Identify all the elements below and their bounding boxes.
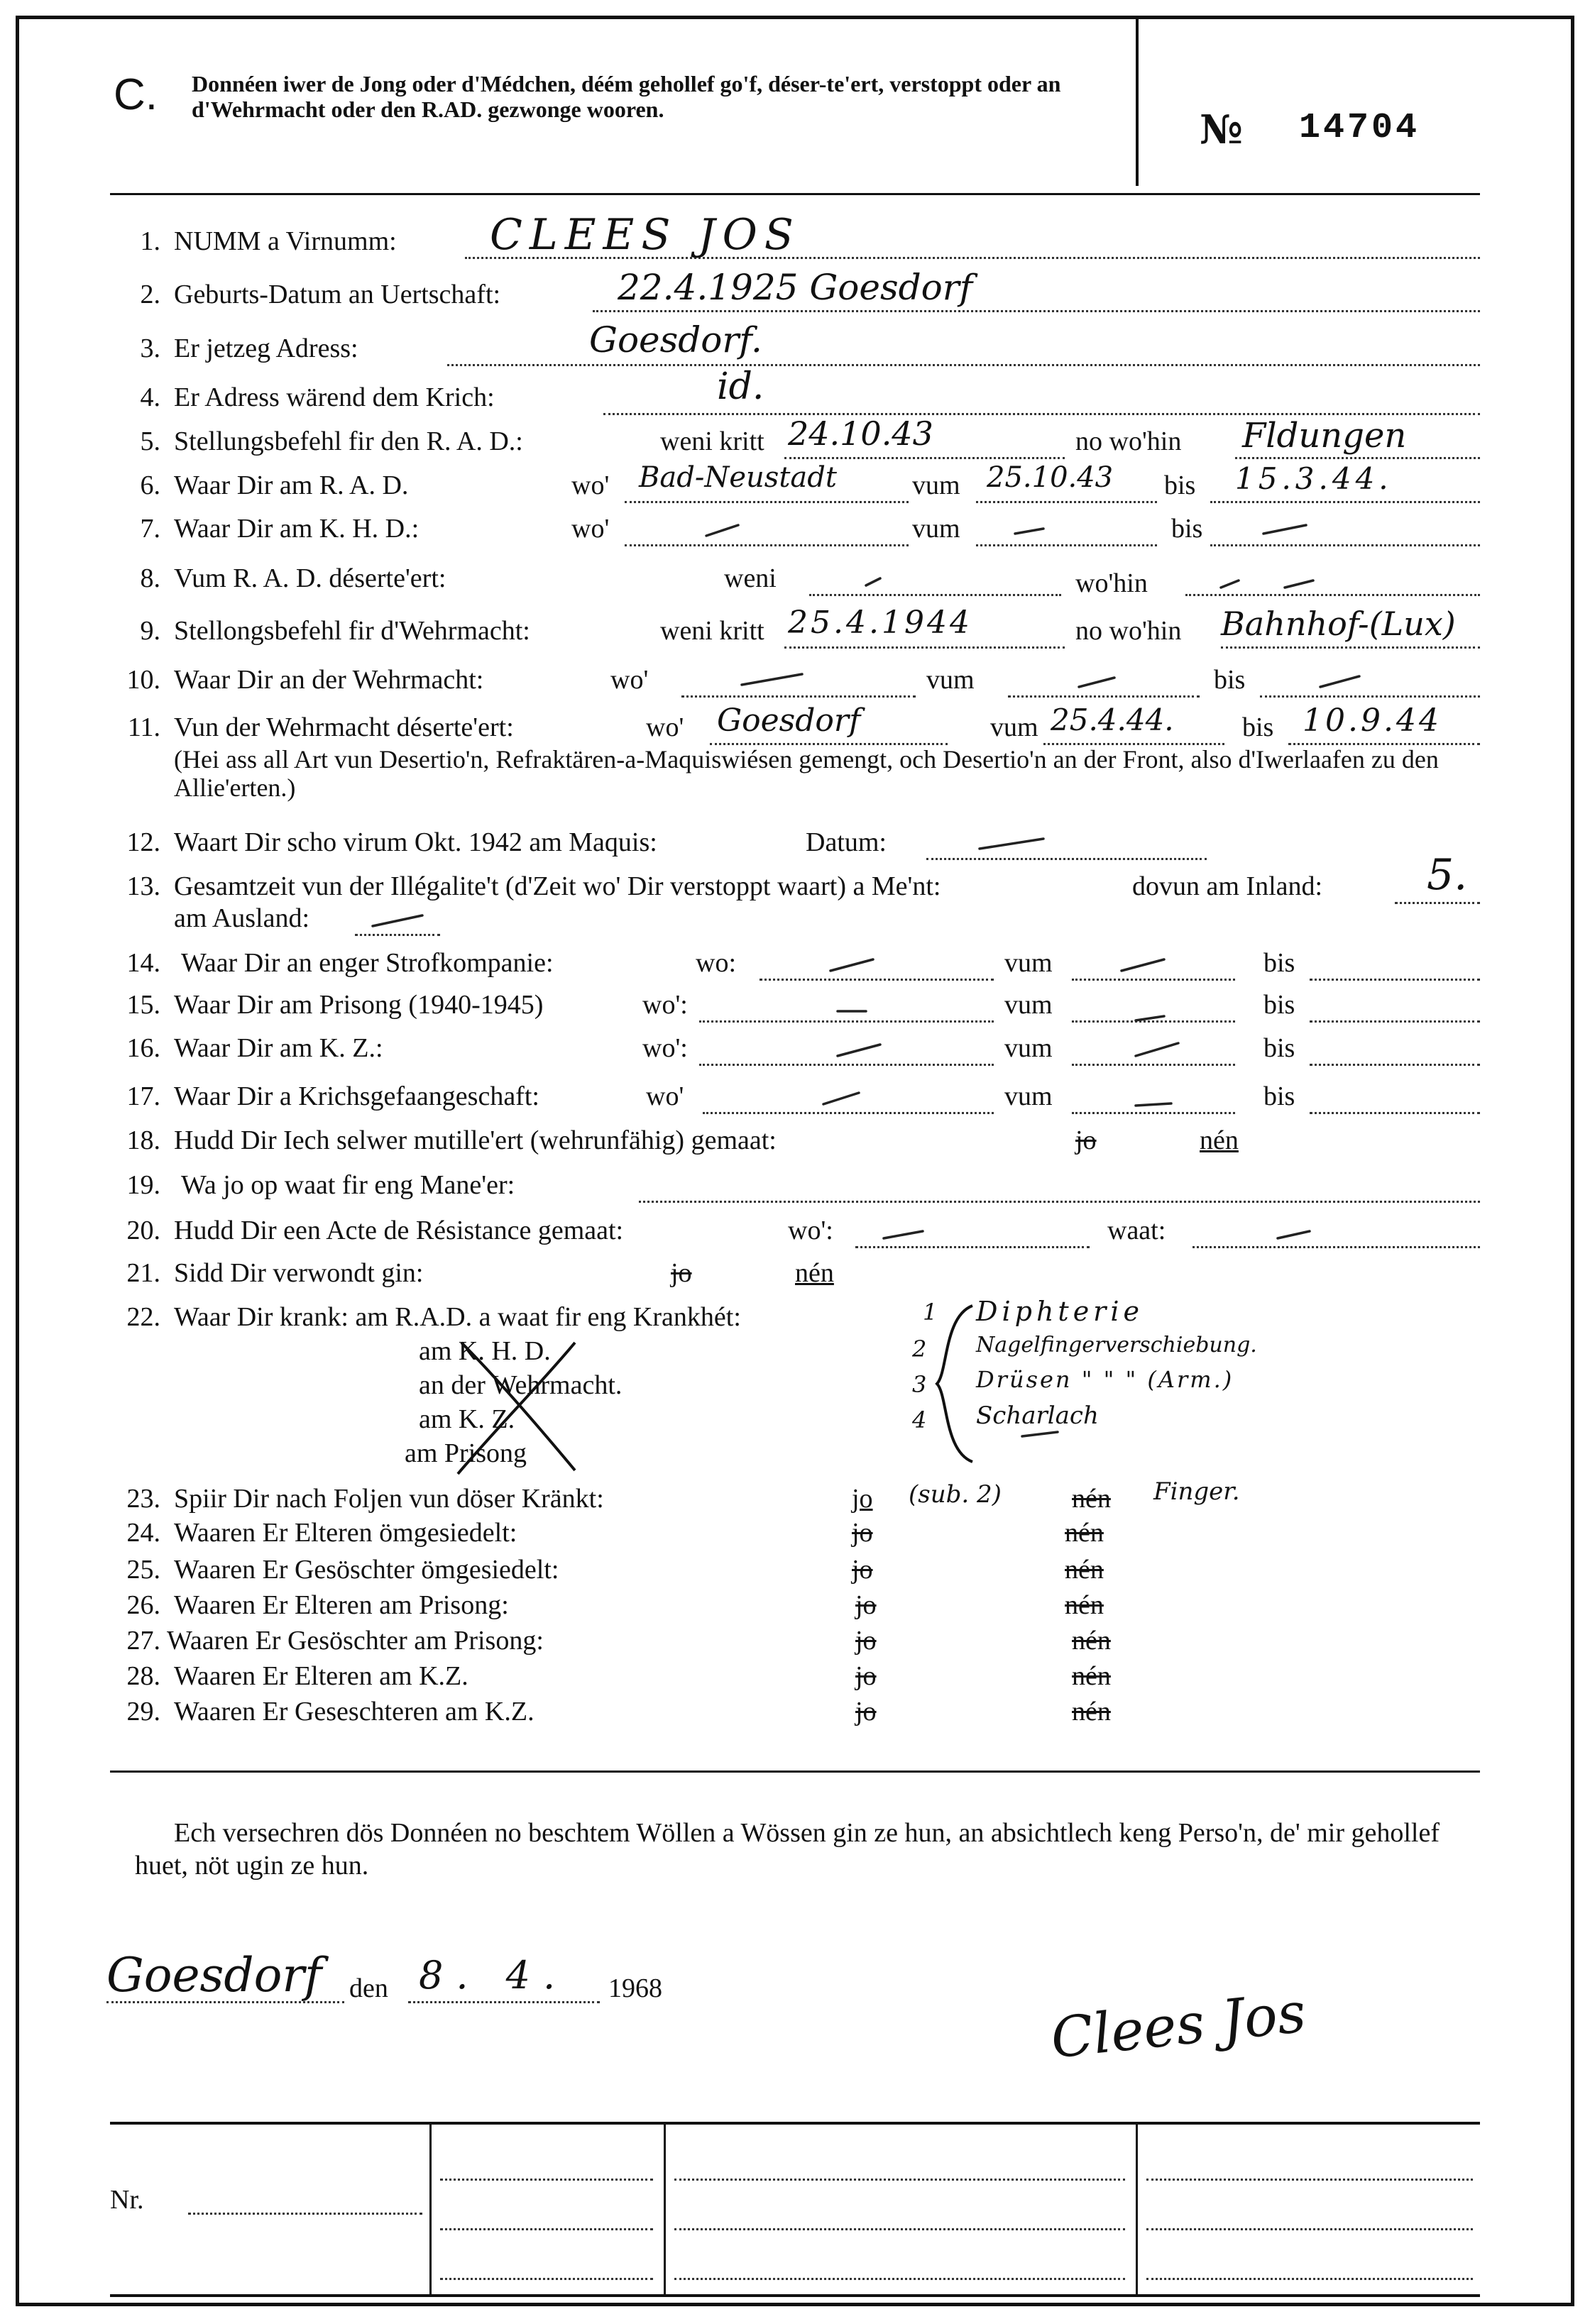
- q22-answer-3: Drüsen " " " (Arm.): [976, 1366, 1234, 1393]
- q10-number: 10.: [126, 665, 160, 695]
- q5-label: Stellungsbefehl fir den R. A. D.:: [174, 426, 523, 456]
- q6-from-label: vum: [912, 470, 960, 500]
- section-title: Donnéen iwer de Jong oder d'Médchen, déém gehollef go'f, déser-te'ert, verstoppt oder an d'Wehrmacht oder den R.AD. gezwonge wooren.: [192, 71, 1061, 122]
- section-letter: C.: [114, 70, 158, 119]
- q1-label: NUMM a Virnumm:: [174, 226, 397, 256]
- q5-when: 24.10.43: [788, 414, 933, 453]
- q19-number: 19.: [126, 1170, 160, 1200]
- q1-answer: CLEES JOS: [490, 210, 801, 260]
- q10-to-label: bis: [1214, 665, 1246, 695]
- q2-label: Geburts-Datum an Uertschaft:: [174, 280, 501, 309]
- q24-number: 24.: [126, 1518, 160, 1548]
- q12-date-label: Datum:: [806, 827, 887, 857]
- q20-where-label: wo':: [788, 1216, 833, 1245]
- q27-no: nén: [1072, 1626, 1111, 1656]
- q20-number: 20.: [126, 1216, 160, 1245]
- q21-number: 21.: [126, 1258, 160, 1288]
- q22-place-wehrmacht: an der Wehrmacht.: [419, 1370, 623, 1400]
- signature-year: 1968: [608, 1973, 662, 2003]
- q4-label: Er Adress wärend dem Krich:: [174, 382, 495, 412]
- q27-number: 27.: [126, 1626, 160, 1656]
- q14-number: 14.: [126, 948, 160, 978]
- q17-to-label: bis: [1263, 1081, 1295, 1111]
- q23-yes: jo: [852, 1484, 873, 1514]
- q8-when-label: weni: [724, 563, 777, 593]
- q3-number: 3.: [140, 334, 160, 363]
- q2-number: 2.: [140, 280, 160, 309]
- q9-where: Bahnhof-(Lux): [1221, 605, 1456, 643]
- q15-where-label: wo':: [642, 990, 688, 1020]
- q2-answer: 22.4.1925 Goesdorf: [618, 267, 973, 308]
- q6-to: 15.3.44.: [1235, 461, 1393, 496]
- q15-to-label: bis: [1263, 990, 1295, 1020]
- q13-inland-label: dovun am Inland:: [1132, 871, 1323, 901]
- q25-label: Waaren Er Gesöschter ömgesiedelt:: [174, 1555, 559, 1585]
- q10-label: Waar Dir an der Wehrmacht:: [174, 665, 484, 695]
- q26-number: 26.: [126, 1590, 160, 1620]
- q7-number: 7.: [140, 514, 160, 544]
- q5-number: 5.: [140, 426, 160, 456]
- q3-answer: Goesdorf.: [589, 319, 762, 360]
- q26-label: Waaren Er Elteren am Prisong:: [174, 1590, 509, 1620]
- q1-number: 1.: [140, 226, 160, 256]
- q9-when: 25.4.1944: [788, 605, 972, 641]
- q16-label: Waar Dir am K. Z.:: [174, 1033, 383, 1063]
- q14-to-label: bis: [1263, 948, 1295, 978]
- q11-to: 10.9.44: [1303, 703, 1442, 739]
- q12-label: Waart Dir scho virum Okt. 1942 am Maquis:: [174, 827, 657, 857]
- q22-number: 22.: [126, 1302, 160, 1332]
- q13-number: 13.: [126, 871, 160, 901]
- q11-to-label: bis: [1242, 712, 1274, 742]
- signature: Clees Jos: [1048, 1981, 1309, 2071]
- q12-number: 12.: [126, 827, 160, 857]
- q6-where: Bad-Neustadt: [639, 461, 837, 494]
- q11-from: 25.4.44.: [1051, 703, 1174, 737]
- q9-where-label: no wo'hin: [1075, 616, 1182, 646]
- q11-number: 11.: [127, 712, 160, 742]
- q20-what-label: waat:: [1107, 1216, 1166, 1245]
- q23-label: Spiir Dir nach Foljen vun döser Kränkt:: [174, 1484, 604, 1514]
- q27-label: Waaren Er Gesöschter am Prisong:: [167, 1626, 544, 1656]
- q28-yes: jo: [855, 1661, 877, 1691]
- q22-place-kz: am K. Z.: [419, 1404, 515, 1434]
- q18-yes: jo: [1075, 1125, 1097, 1155]
- q21-yes: jo: [671, 1258, 692, 1288]
- q9-when-label: weni kritt: [660, 616, 764, 646]
- signature-place: Goesdorf: [106, 1948, 322, 2003]
- q11-where-label: wo': [646, 712, 684, 742]
- q21-label: Sidd Dir verwondt gin:: [174, 1258, 424, 1288]
- q24-no: nén: [1065, 1518, 1104, 1548]
- q21-no: nén: [795, 1258, 834, 1288]
- q24-yes: jo: [852, 1518, 873, 1548]
- signature-date: 8. 4.: [419, 1953, 569, 1998]
- q8-number: 8.: [140, 563, 160, 593]
- q23-extra: Finger.: [1153, 1477, 1240, 1506]
- q22-place-prisong: am Prisong: [405, 1438, 527, 1468]
- q23-no: nén: [1072, 1484, 1111, 1514]
- q15-from-label: vum: [1004, 990, 1053, 1020]
- q17-number: 17.: [126, 1081, 160, 1111]
- q25-no: nén: [1065, 1555, 1104, 1585]
- q6-from: 25.10.43: [987, 461, 1114, 494]
- q13-abroad-label: am Ausland:: [174, 903, 310, 933]
- q15-label: Waar Dir am Prisong (1940-1945): [174, 990, 544, 1020]
- q6-where-label: wo': [571, 470, 610, 500]
- q22-answer-3-n: 3: [912, 1371, 927, 1398]
- q10-from-label: vum: [926, 665, 975, 695]
- q29-yes: jo: [855, 1697, 877, 1727]
- q7-where-label: wo': [571, 514, 610, 544]
- q16-number: 16.: [126, 1033, 160, 1063]
- q5-where-label: no wo'hin: [1075, 426, 1182, 456]
- q9-number: 9.: [140, 616, 160, 646]
- q20-label: Hudd Dir een Acte de Résistance gemaat:: [174, 1216, 624, 1245]
- q22-answer-1: Diphterie: [976, 1296, 1144, 1327]
- q22-answer-1-n: 1: [923, 1299, 938, 1326]
- q26-no: nén: [1065, 1590, 1104, 1620]
- q26-yes: jo: [855, 1590, 877, 1620]
- q28-number: 28.: [126, 1661, 160, 1691]
- q24-label: Waaren Er Elteren ömgesiedelt:: [174, 1518, 517, 1548]
- q14-label: Waar Dir an enger Strofkompanie:: [181, 948, 554, 978]
- den-label: den: [349, 1973, 388, 2003]
- q11-label: Vun der Wehrmacht déserte'ert:: [174, 712, 514, 742]
- q27-yes: jo: [855, 1626, 877, 1656]
- q22-answer-4: Scharlach: [976, 1401, 1099, 1430]
- q17-from-label: vum: [1004, 1081, 1053, 1111]
- q16-from-label: vum: [1004, 1033, 1053, 1063]
- q10-where-label: wo': [610, 665, 649, 695]
- q23-note: (sub. 2): [909, 1480, 1002, 1509]
- q17-where-label: wo': [646, 1081, 684, 1111]
- number-symbol: №: [1200, 106, 1243, 153]
- q22-answer-4-n: 4: [912, 1406, 927, 1433]
- q7-to-label: bis: [1171, 514, 1203, 544]
- q8-label: Vum R. A. D. déserte'ert:: [174, 563, 446, 593]
- q16-where-label: wo':: [642, 1033, 688, 1063]
- q5-when-label: weni kritt: [660, 426, 764, 456]
- q29-number: 29.: [126, 1697, 160, 1727]
- q19-label: Wa jo op waat fir eng Mane'er:: [181, 1170, 515, 1200]
- q22-answer-2: Nagelfingerverschiebung.: [976, 1333, 1257, 1357]
- q3-label: Er jetzeg Adress:: [174, 334, 358, 363]
- q4-answer: id.: [717, 365, 764, 408]
- q18-label: Hudd Dir Iech selwer mutille'ert (wehrunfähig) gemaat:: [174, 1125, 777, 1155]
- q28-label: Waaren Er Elteren am K.Z.: [174, 1661, 468, 1691]
- footer-nr-label: Nr.: [110, 2185, 144, 2215]
- q6-label: Waar Dir am R. A. D.: [174, 470, 409, 500]
- q25-number: 25.: [126, 1555, 160, 1585]
- q11-where: Goesdorf: [717, 703, 861, 739]
- q6-to-label: bis: [1164, 470, 1196, 500]
- q9-label: Stellongsbefehl fir d'Wehrmacht:: [174, 616, 530, 646]
- q22-place-khd: am K. H. D.: [419, 1336, 551, 1366]
- q14-from-label: vum: [1004, 948, 1053, 978]
- q13-label: Gesamtzeit vun der Illégalite't (d'Zeit wo' Dir verstoppt waart) a Me'nt:: [174, 871, 941, 901]
- declaration-text: Ech versechren dös Donnéen no beschtem Wöllen a Wössen gin ze hun, an absichtlech keng Perso'n, de' mir gehollef huet, nöt ugin ze hun.: [135, 1818, 1440, 1880]
- q29-no: nén: [1072, 1697, 1111, 1727]
- q6-number: 6.: [140, 470, 160, 500]
- q13-inland: 5.: [1427, 850, 1468, 900]
- q8-where-label: wo'hin: [1075, 568, 1148, 598]
- q15-number: 15.: [126, 990, 160, 1020]
- q22-label: Waar Dir krank: am R.A.D. a waat fir eng Krankhét:: [174, 1302, 741, 1332]
- q7-from-label: vum: [912, 514, 960, 544]
- q4-number: 4.: [140, 382, 160, 412]
- form-number: 14704: [1299, 108, 1420, 148]
- q23-number: 23.: [126, 1484, 160, 1514]
- q7-label: Waar Dir am K. H. D.:: [174, 514, 420, 544]
- q22-answer-2-n: 2: [912, 1336, 927, 1362]
- q29-label: Waaren Er Geseschteren am K.Z.: [174, 1697, 534, 1727]
- q18-no: nén: [1200, 1125, 1239, 1155]
- q11-from-label: vum: [990, 712, 1038, 742]
- q25-yes: jo: [852, 1555, 873, 1585]
- q5-where: Fldungen: [1242, 416, 1407, 456]
- q17-label: Waar Dir a Krichsgefaangeschaft:: [174, 1081, 539, 1111]
- q14-where-label: wo:: [696, 948, 736, 978]
- q11-note: (Hei ass all Art vun Desertio'n, Refraktären-a-Maquiswiésen gemengt, och Desertio'n an der Front, also d'Iwerlaafen zu den Allie'erten.): [174, 745, 1439, 802]
- q16-to-label: bis: [1263, 1033, 1295, 1063]
- q28-no: nén: [1072, 1661, 1111, 1691]
- q18-number: 18.: [126, 1125, 160, 1155]
